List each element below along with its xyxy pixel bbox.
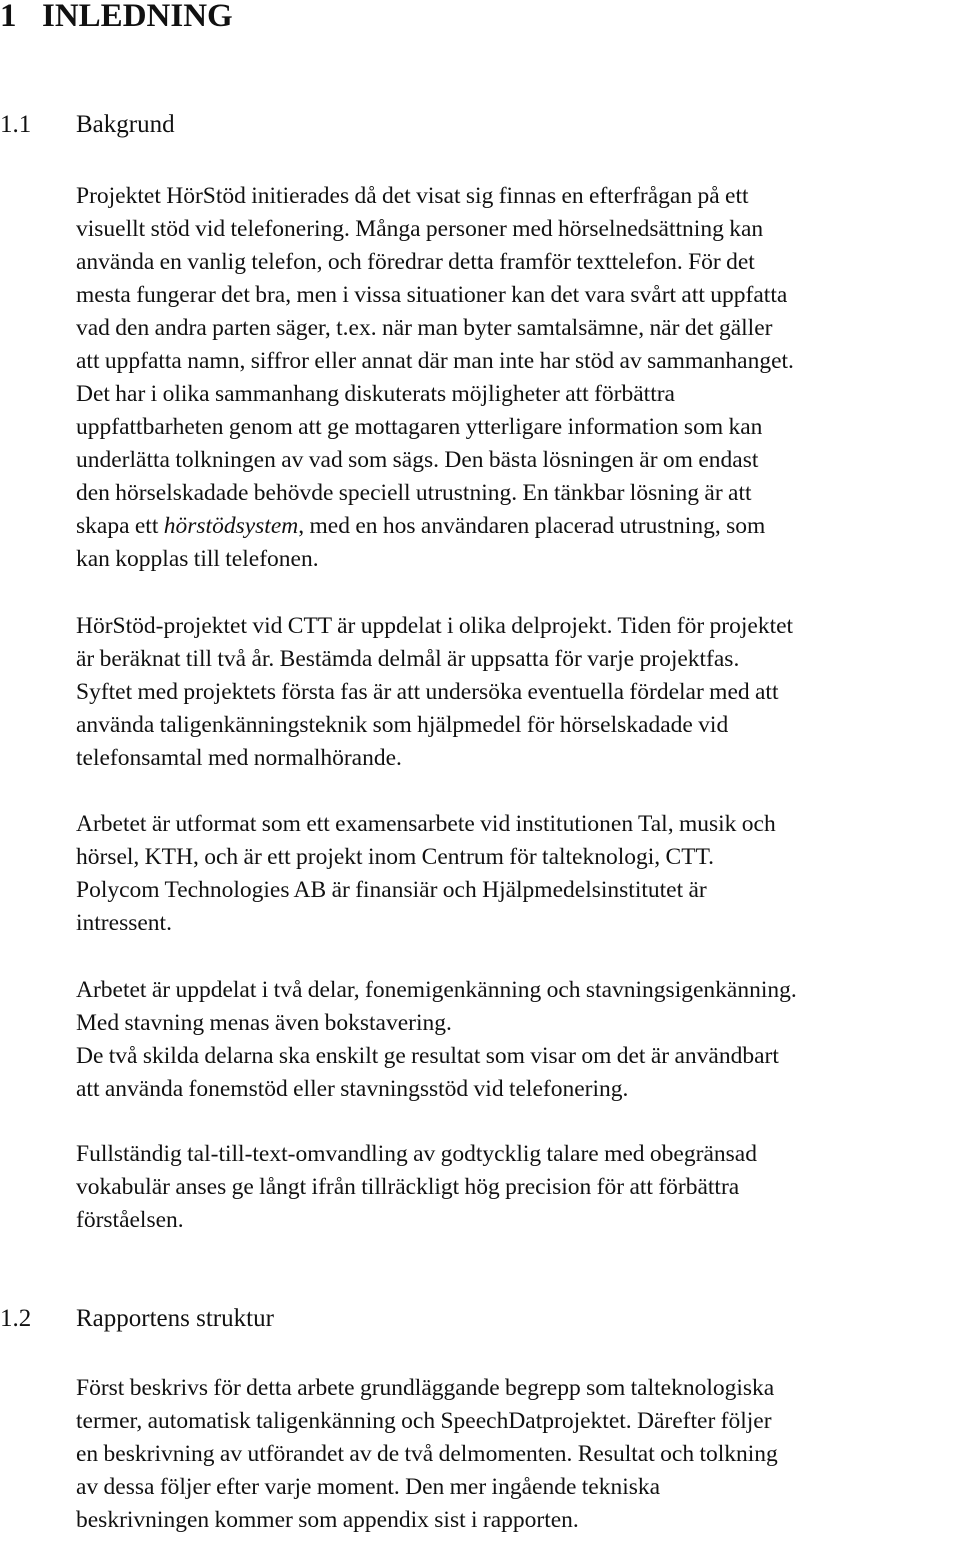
text-line: intressent. [76, 910, 172, 936]
text-line: att uppfatta namn, siffror eller annat där man inte har stöd av sammanhanget. [76, 348, 794, 374]
text-line-with-italic [76, 510, 960, 543]
text-line: förståelsen. [76, 1207, 184, 1233]
text-line: Projektet HörStöd initierades då det visat sig finnas en efterfrågan på ett [76, 183, 749, 209]
paragraph-background-2 [76, 610, 960, 775]
text-line: Polycom Technologies AB är finansiär och Hjälpmedelsinstitutet är [76, 877, 707, 903]
text-line: Det har i olika sammanhang diskuterats möjligheter att förbättra [76, 381, 675, 407]
paragraph-background-4 [76, 974, 960, 1106]
text-line: underlätta tolkningen av vad som sägs. Den bästa lösningen är om endast [76, 447, 759, 473]
text-line: uppfattbarheten genom att ge mottagaren ytterligare information som kan [76, 414, 763, 440]
text-line: en beskrivning av utförandet av de två delmomenten. Resultat och tolkning [76, 1441, 778, 1467]
italic-term: hörstödsystem [163, 513, 299, 539]
section-number: 1.1 [0, 111, 32, 138]
text-line: hörsel, KTH, och är ett projekt inom Centrum för talteknologi, CTT. [76, 844, 715, 870]
text-line: Arbetet är utformat som ett examensarbete vid institutionen Tal, musik och [76, 811, 776, 837]
text-line: HörStöd-projektet vid CTT är uppdelat i olika delprojekt. Tiden för projektet [76, 613, 794, 639]
text-line: Fullständig tal-till-text-omvandling av godtycklig talare med obegränsad [76, 1141, 757, 1167]
paragraph-structure-1 [76, 1372, 960, 1537]
text-line: termer, automatisk taligenkänning och SpeechDatprojektet. Därefter följer [76, 1408, 772, 1434]
text-line: är beräknat till två år. Bestämda delmål är uppsatta för varje projektfas. [76, 646, 740, 672]
text-line: visuellt stöd vid telefonering. Många personer med hörselnedsättning kan [76, 216, 764, 242]
text-line: använda taligenkänningsteknik som hjälpmedel för hörselskadade vid [76, 712, 729, 738]
text-line: Först beskrivs för detta arbete grundläggande begrepp som talteknologiska [76, 1375, 775, 1401]
paragraph-background-3 [76, 808, 960, 940]
text-line: att använda fonemstöd eller stavningsstöd vid telefonering. [76, 1076, 629, 1102]
paragraph-background-1 [76, 180, 960, 576]
text-line: De två skilda delarna ska enskilt ge resultat som visar om det är användbart [76, 1043, 779, 1069]
chapter-heading [0, 0, 233, 36]
section-number: 1.2 [0, 1305, 32, 1332]
section-heading-bakgrund [0, 109, 175, 141]
section-title: Bakgrund [76, 111, 175, 138]
chapter-title: INLEDNING [42, 0, 233, 34]
text-line: använda en vanlig telefon, och föredrar detta framför texttelefon. För det [76, 249, 755, 275]
section-title: Rapportens struktur [76, 1305, 274, 1332]
text-line: den hörselskadade behövde speciell utrustning. En tänkbar lösning är att [76, 480, 752, 506]
text-line: beskrivningen kommer som appendix sist i rapporten. [76, 1507, 579, 1533]
text-line: vad den andra parten säger, t.ex. när man byter samtalsämne, när det gäller [76, 315, 773, 341]
text-line: mesta fungerar det bra, men i vissa situationer kan det vara svårt att uppfatta [76, 282, 788, 308]
text-line: telefonsamtal med normalhörande. [76, 745, 402, 771]
text-line: Med stavning menas även bokstavering. [76, 1010, 452, 1036]
section-heading-rapportens-struktur [0, 1303, 274, 1335]
text-line: Syftet med projektets första fas är att undersöka eventuella fördelar med att [76, 679, 779, 705]
text-line: vokabulär anses ge långt ifrån tillräckligt hög precision för att förbättra [76, 1174, 740, 1200]
text-line: Arbetet är uppdelat i två delar, fonemigenkänning och stavningsigenkänning. [76, 977, 797, 1003]
text-segment: , med en hos användaren placerad utrustning, som [298, 513, 766, 539]
paragraph-background-5 [76, 1138, 960, 1237]
text-line: kan kopplas till telefonen. [76, 546, 319, 572]
text-segment: skapa ett [76, 513, 164, 539]
chapter-number: 1 [0, 0, 17, 34]
text-line: av dessa följer efter varje moment. Den mer ingående tekniska [76, 1474, 661, 1500]
